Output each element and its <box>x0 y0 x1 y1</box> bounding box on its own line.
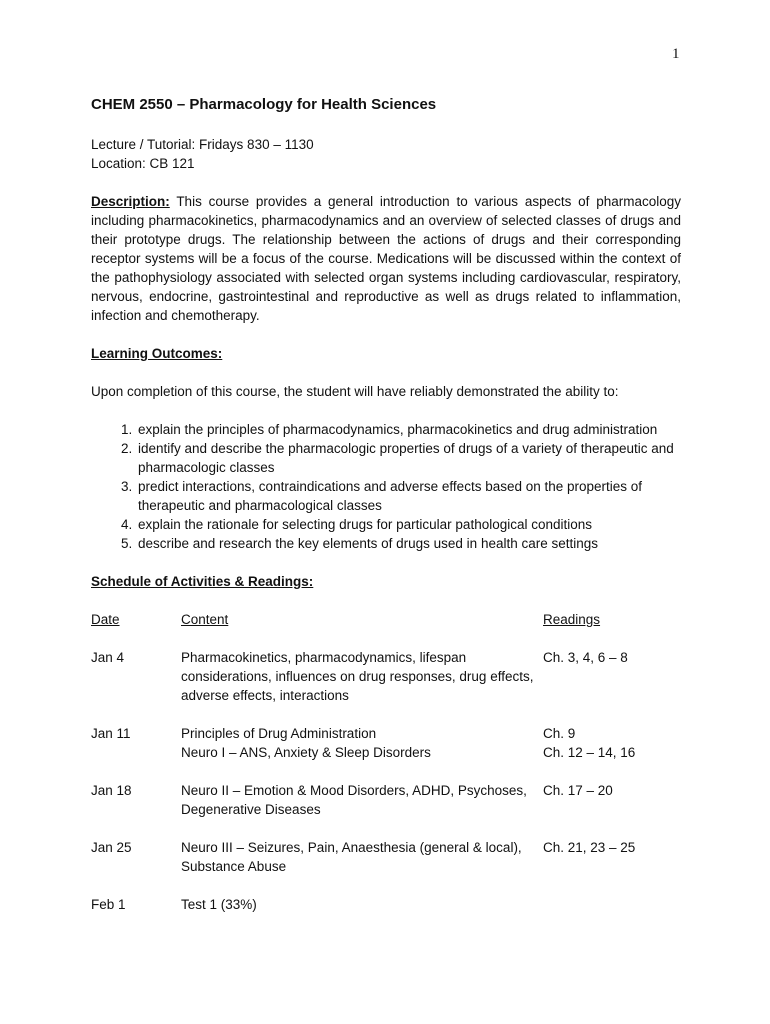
schedule-content <box>181 838 543 895</box>
schedule-reading-line: Ch. 21, 23 – 25 <box>543 840 636 855</box>
schedule-content <box>181 781 543 838</box>
schedule-content-line: Pharmacokinetics, pharmacodynamics, lifespan considerations, influences on drug responses, drug effects, adverse effects, interactions <box>181 650 534 703</box>
schedule-readings <box>543 648 683 724</box>
learning-outcomes-list <box>91 420 681 553</box>
schedule-date: Jan 25 <box>91 840 132 855</box>
list-item: 4. explain the rationale for selecting drugs for particular pathological conditions <box>136 515 681 534</box>
description-text: This course provides a general introduction to various aspects of pharmacology including pharmacokinetics, pharmacodynamics and an overview of selected classes of drugs and their prototype drugs. The relationship between the actions of drugs and their corresponding receptor systems will be a focus of the course. Medications will be discussed within the context of the pathophysiology associated with selected organ systems including cardiovascular, respiratory, nervous, endocrine, gastrointestinal and reproductive as well as drugs related to inflammation, infection and chemotherapy. <box>91 194 681 323</box>
lecture-time: Lecture / Tutorial: Fridays 830 – 1130 <box>91 137 314 152</box>
course-meta <box>91 135 681 173</box>
table-row <box>91 648 683 724</box>
schedule-table <box>91 610 683 933</box>
schedule-readings <box>543 895 683 933</box>
page-number: 1 <box>672 46 680 62</box>
schedule-content-line: Principles of Drug Administration <box>181 726 377 741</box>
table-header-row <box>91 610 683 648</box>
location: Location: CB 121 <box>91 156 195 171</box>
schedule-content <box>181 895 543 933</box>
header-content: Content <box>181 612 229 627</box>
schedule-date: Jan 11 <box>91 726 131 741</box>
header-readings: Readings <box>543 612 601 627</box>
schedule-reading-line: Ch. 17 – 20 <box>543 783 613 798</box>
table-row <box>91 838 683 895</box>
schedule-date: Jan 4 <box>91 650 125 665</box>
schedule-content-line: Neuro I – ANS, Anxiety & Sleep Disorders <box>181 745 431 760</box>
table-row <box>91 724 683 781</box>
schedule-content <box>181 648 543 724</box>
schedule-content <box>181 724 543 781</box>
schedule-heading: Schedule of Activities & Readings: <box>91 574 314 589</box>
course-title: CHEM 2550 – Pharmacology for Health Sciences <box>91 96 437 113</box>
schedule-readings <box>543 724 683 781</box>
description-paragraph <box>91 192 681 325</box>
schedule-reading-line: Ch. 9 <box>543 726 576 741</box>
schedule-content-line: Test 1 (33%) <box>181 897 257 912</box>
table-row <box>91 895 683 933</box>
schedule-readings <box>543 838 683 895</box>
header-date: Date <box>91 612 120 627</box>
schedule-reading-line: Ch. 12 – 14, 16 <box>543 745 636 760</box>
table-row <box>91 781 683 838</box>
learning-outcomes-heading: Learning Outcomes: <box>91 346 223 361</box>
schedule-reading-line: Ch. 3, 4, 6 – 8 <box>543 650 628 665</box>
list-item: 5. describe and research the key elements of drugs used in health care settings <box>136 534 681 553</box>
learning-outcomes-intro: Upon completion of this course, the student will have reliably demonstrated the ability to: <box>91 384 619 399</box>
schedule-date: Jan 18 <box>91 783 132 798</box>
description-label: Description: <box>91 194 170 209</box>
schedule-content-line: Neuro III – Seizures, Pain, Anaesthesia (general & local), Substance Abuse <box>181 840 522 874</box>
document-body <box>91 95 681 933</box>
list-item: 2. identify and describe the pharmacologic properties of drugs of a variety of therapeutic and pharmacologic classes <box>136 439 681 477</box>
list-item: 1. explain the principles of pharmacodynamics, pharmacokinetics and drug administration <box>136 420 681 439</box>
list-item: 3. predict interactions, contraindications and adverse effects based on the properties of therapeutic and pharmacological classes <box>136 477 681 515</box>
schedule-content-line: Neuro II – Emotion & Mood Disorders, ADHD, Psychoses, Degenerative Diseases <box>181 783 527 817</box>
schedule-readings <box>543 781 683 838</box>
schedule-date: Feb 1 <box>91 897 126 912</box>
